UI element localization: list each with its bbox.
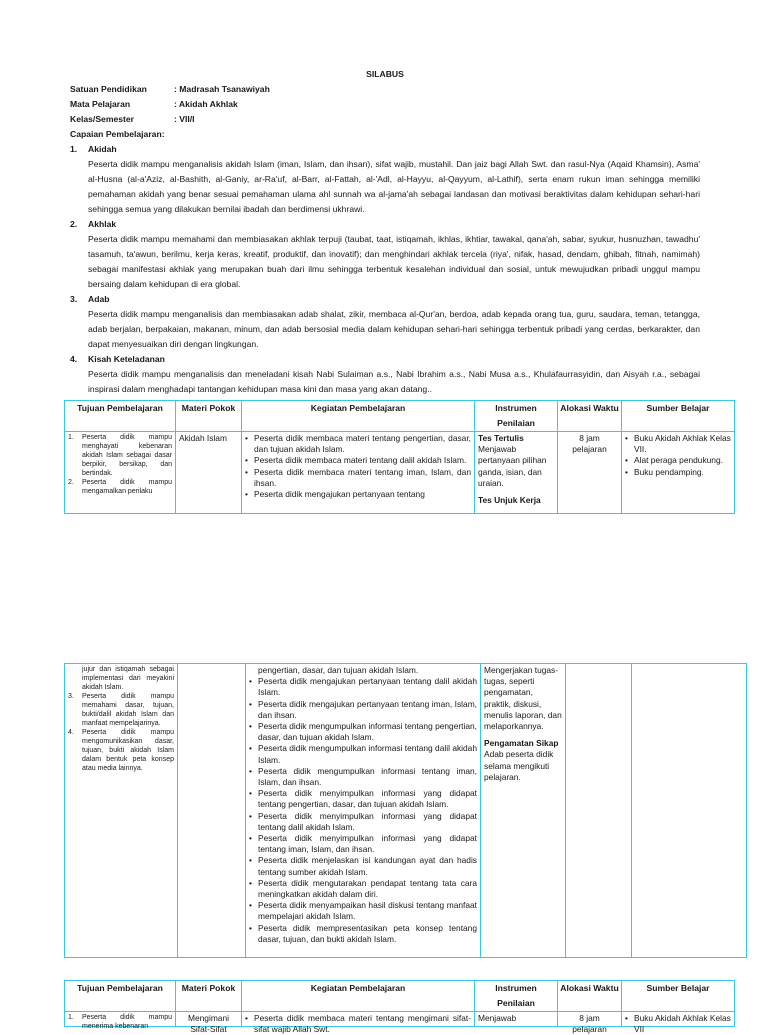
document-title: SILABUS — [366, 69, 404, 79]
section-title: Akidah — [88, 144, 117, 154]
tujuan-item — [68, 692, 174, 728]
header-instrumen: Instrumen Penilaian — [475, 401, 558, 432]
kegiatan-continuation — [249, 665, 477, 676]
header-materi: Materi Pokok — [176, 401, 242, 432]
materi-text: Mengimani Sifat-Sifat — [188, 1013, 229, 1035]
item-text: Alat peraga pendukung. — [634, 455, 723, 466]
kegiatan-item: • Peserta didik membaca materi tentang dalil akidah Islam. — [245, 455, 471, 466]
section-number: 4. — [70, 354, 78, 364]
meta-row-kelas — [70, 112, 700, 127]
kegiatan-item: • Peserta didik membaca materi tentang pengertian, dasar, dan tujuan akidah Islam. — [245, 433, 471, 455]
table-row — [65, 432, 735, 514]
table-header-row — [65, 401, 735, 432]
instrumen-title: Tes Tertulis — [478, 433, 524, 443]
section-heading-kisah — [70, 352, 700, 367]
section-title: Kisah Keteladanan — [88, 354, 165, 364]
instrumen-body: Mengerjakan tugas-tugas, seperti pengamatan, praktik, diskusi, menulis laporan, dan melaporkannya. — [484, 665, 562, 732]
instrumen-body: Menjawab — [478, 1013, 517, 1023]
kegiatan-item: • Peserta didik menyampaikan hasil diskusi tentang manfaat mempelajari akidah Islam. — [249, 900, 477, 922]
meta-row-mapel — [70, 97, 700, 112]
item-number: 4. — [68, 729, 74, 736]
cell-sumber — [632, 664, 747, 958]
item-text: pengertian, dasar, dan tujuan akidah Islam. — [258, 665, 419, 675]
kegiatan-item: • Peserta didik mengajukan pertanyaan tentang dalil akidah Islam. — [249, 676, 477, 698]
table-header-row — [65, 981, 735, 1012]
item-text: Peserta didik mengajukan pertanyaan tentang dalil akidah Islam. — [258, 676, 477, 698]
tujuan-item — [68, 728, 174, 773]
item-number: 3. — [68, 693, 74, 700]
kegiatan-item: • Peserta didik mengumpulkan informasi tentang dalil akidah Islam. — [249, 743, 477, 765]
item-text: Peserta didik menjelaskan isi kandungan ayat dan hadis tentang sumber akidah Islam. — [258, 855, 477, 877]
section-number: 2. — [70, 219, 78, 229]
cell-kegiatan — [242, 432, 475, 514]
header-alokasi: Alokasi Waktu — [558, 981, 622, 1012]
sumber-item: • Alat peraga pendukung. — [625, 455, 731, 466]
table-row — [65, 664, 747, 958]
header-tujuan: Tujuan Pembelajaran — [65, 401, 176, 432]
kegiatan-item: • Peserta didik mempresentasikan peta konsep tentang dasar, tujuan, dan bukti akidah Islam. — [249, 922, 477, 944]
item-text: Peserta didik membaca materi tentang pengertian, dasar, dan tujuan akidah Islam. — [254, 433, 471, 455]
syllabus-table-page1 — [64, 400, 735, 514]
cell-materi — [178, 664, 246, 958]
meta-label: Satuan Pendidikan — [70, 84, 147, 94]
item-text: Buku Akidah Akhlak Kelas VII — [634, 1013, 731, 1035]
header-sumber: Sumber Belajar — [622, 981, 735, 1012]
section-title: Adab — [88, 294, 110, 304]
header-tujuan: Tujuan Pembelajaran — [65, 981, 176, 1012]
header-kegiatan: Kegiatan Pembelajaran — [242, 401, 475, 432]
cell-kegiatan — [242, 1012, 475, 1035]
section-title: Akhlak — [88, 219, 117, 229]
cell-alokasi — [558, 1012, 622, 1035]
header-sumber: Sumber Belajar — [622, 401, 735, 432]
meta-row-satuan — [70, 82, 700, 97]
header-instrumen: Instrumen Penilaian — [475, 981, 558, 1012]
cell-materi — [176, 1012, 242, 1035]
kegiatan-item: • Peserta didik menjelaskan isi kandungan ayat dan hadis tentang sumber akidah Islam. — [249, 855, 477, 877]
meta-value: : Akidah Akhlak — [174, 99, 238, 109]
alokasi-text: 8 jam pelajaran — [572, 1013, 607, 1035]
item-text: Peserta didik mampu menerima kebenaran — [82, 1014, 172, 1030]
cell-alokasi — [566, 664, 632, 958]
cell-tujuan — [65, 664, 178, 958]
instrumen-title: Pengamatan Sikap — [484, 738, 559, 749]
instrumen-body: Adab peserta didik selama mengikuti pelajaran. — [484, 749, 554, 782]
kegiatan-item: • Peserta didik menyimpulkan informasi yang didapat tentang dalil akidah Islam. — [249, 810, 477, 832]
instrumen-body: Menjawab pertanyaan pilihan ganda, isian, dan uraian. — [478, 444, 547, 488]
section-body-adab: Peserta didik mampu menganalisis dan membiasakan adab shalat, zikir, membaca al-Qur'an, berdoa, adab kepada orang tua, guru, saudara, teman, tetangga, adab berjalan, berpakaian, makanan, minum, dan adab bersosial media dalam kehidupan sehari-hari sehingga terbentuk pribadi yang cerdas, berkarakter, dan dapat menyesuaikan diri dengan lingkungan. — [88, 309, 700, 349]
item-text: Peserta didik menyampaikan hasil diskusi tentang manfaat mempelajari akidah Islam. — [258, 900, 477, 922]
item-text: Peserta didik mengumpulkan informasi tentang iman, Islam, dan ihsan. — [258, 765, 477, 788]
item-text: Buku Akidah Akhlak Kelas VII. — [634, 433, 731, 455]
tujuan-item — [68, 478, 172, 496]
header-alokasi: Alokasi Waktu — [558, 401, 622, 432]
item-text: Peserta didik membaca materi tentang mengimani sifat-sifat wajib Allah Swt. — [254, 1013, 471, 1035]
item-text: Peserta didik membaca materi tentang iman, Islam, dan ihsan. — [254, 466, 471, 488]
header-kegiatan: Kegiatan Pembelajaran — [242, 981, 475, 1012]
kegiatan-item: • Peserta didik mengumpulkan informasi tentang iman, Islam, dan ihsan. — [249, 765, 477, 788]
section-body-akidah: Peserta didik mampu menganalisis akidah Islam (iman, Islam, dan ihsan), sifat wajib, mustahil. Dan jaiz bagi Allah Swt. dan rasul-Nya (Aqaid Khamsin), Asma' al-Husna (al-a'Aziz, al-Bashith, al-Ganiy, ar-Ra'uf, al-Barr, al-Fattah, al-'Adl, al-Hayyu, al-Qayyum, al-Lathif), serta enam rukun iman sehingga memiliki pemahaman akidah yang benar sesuai pemahaman ulama ahl sunnah wa al-jama'ah sebagai landasan dan motivasi beraktivitas dalam kehidupan sehari-hari sehingga semua yang dilakukan bernilai ibadah dan berdimensi ukhrawi. — [88, 159, 700, 214]
kegiatan-item: • Peserta didik menyimpulkan informasi yang didapat tentang pengertian, dasar, dan tujuan akidah Islam. — [249, 788, 477, 810]
capaian-title: Capaian Pembelajaran: — [70, 129, 165, 139]
tujuan-continuation: jujur dan istiqamah sebagai implementasi dari meyakini akidah Islam. — [82, 666, 174, 691]
syllabus-table-page3 — [64, 980, 735, 1035]
item-text: Peserta didik mengajukan pertanyaan tentang iman, Islam, dan ihsan. — [258, 698, 477, 720]
instrumen-title: Tes Unjuk Kerja — [478, 495, 541, 506]
cell-kegiatan — [246, 664, 481, 958]
syllabus-table-page2 — [64, 663, 747, 958]
header-materi: Materi Pokok — [176, 981, 242, 1012]
item-text: Peserta didik mampu mengomunikasikan dasar, tujuan, bukti akidah Islam dalam bentuk peta konsep atau media lainnya. — [82, 729, 174, 772]
kegiatan-item: • Peserta didik membaca materi tentang mengimani sifat-sifat wajib Allah Swt. — [245, 1013, 471, 1035]
item-text: Peserta didik menyimpulkan informasi yang didapat tentang pengertian, dasar, dan tujuan akidah Islam. — [258, 788, 477, 810]
kegiatan-item: • Peserta didik mengajukan pertanyaan tentang iman, Islam, dan ihsan. — [249, 698, 477, 720]
tujuan-item — [68, 1013, 172, 1031]
item-number: 1. — [68, 1014, 74, 1021]
cell-tujuan — [65, 432, 176, 514]
tujuan-item — [68, 433, 172, 478]
cell-instrumen — [481, 664, 566, 958]
kegiatan-item: • Peserta didik mengumpulkan informasi tentang pengertian, dasar, dan tujuan akidah Islam. — [249, 721, 477, 743]
cell-alokasi: 8 jam pelajaran — [558, 432, 622, 514]
kegiatan-item: • Peserta didik membaca materi tentang iman, Islam, dan ihsan. — [245, 466, 471, 488]
syllabus-intro — [70, 67, 700, 397]
cell-instrumen — [475, 432, 558, 514]
section-body-akhlak: Peserta didik mampu memahami dan membiasakan akhlak terpuji (taubat, taat, istiqamah, ikhlas, ikhtiar, tawakal, qana'ah, sabar, syukur, husnuzhan, tawadhu' tasamuh, ta'awun, berilmu, kerja keras, kreatif, produktif, dan inovatif); dan menghindari akhlak tercela (riya', nifak, hasad, dendam, ghibah, fitnah, namimah) sebagai manifestasi akhlak yang merupakan buah dari ilmu sehingga terbentuk kesalehan individual dan sosial, untuk mewujudkan pribadi unggul mampu bersaing dalam kehidupan di era global. — [88, 234, 700, 289]
cell-sumber — [622, 432, 735, 514]
meta-label: Mata Pelajaran — [70, 99, 131, 109]
section-number: 1. — [70, 144, 78, 154]
item-text: Peserta didik mengumpulkan informasi tentang dalil akidah Islam. — [258, 743, 477, 765]
item-number: 2. — [68, 479, 74, 486]
cell-sumber — [622, 1012, 735, 1035]
item-text: Peserta didik menyimpulkan informasi yang didapat tentang dalil akidah Islam. — [258, 810, 477, 832]
section-heading-adab — [70, 292, 700, 307]
meta-value: : Madrasah Tsanawiyah — [174, 84, 270, 94]
cell-tujuan — [65, 1012, 176, 1030]
sumber-item: • Buku Akidah Akhlak Kelas VII — [625, 1013, 731, 1035]
item-text: Peserta didik mengajukan pertanyaan tentang — [254, 489, 425, 500]
section-heading-akhlak — [70, 217, 700, 232]
sumber-item: • Buku Akidah Akhlak Kelas VII. — [625, 433, 731, 455]
item-text: Peserta didik mampu mengamalkan perilaku — [82, 479, 172, 495]
section-body-kisah: Peserta didik mampu menganalisis dan meneladani kisah Nabi Sulaiman a.s., Nabi Ibrahim a.s., Nabi Musa a.s., Khulafaurrasyidin, dan Aisyah r.a., sebagai inspirasi dalam menghadapi tantangan kehidupan masa kini dan masa yang akan datang.. — [88, 369, 700, 394]
section-heading-akidah — [70, 142, 700, 157]
kegiatan-item: • Peserta didik mengajukan pertanyaan tentang — [245, 489, 471, 500]
item-text: Peserta didik membaca materi tentang dalil akidah Islam. — [254, 455, 467, 466]
table-row — [65, 1012, 735, 1027]
section-number: 3. — [70, 294, 78, 304]
kegiatan-item: • Peserta didik mengutarakan pendapat tentang tata cara meningkatkan akidah dalam diri. — [249, 877, 477, 900]
item-number: 1. — [68, 434, 74, 441]
item-text: Buku pendamping. — [634, 466, 704, 477]
cell-instrumen — [475, 1012, 558, 1027]
item-text: Peserta didik mempresentasikan peta konsep tentang dasar, tujuan, dan bukti akidah Islam. — [258, 922, 477, 944]
item-text: Peserta didik mampu memahami dasar, tujuan, bukti/dalil akidah Islam dan manfaat mempelajarinya. — [82, 693, 174, 727]
kegiatan-item: • Peserta didik menyimpulkan informasi yang didapat tentang iman, Islam, dan ihsan. — [249, 833, 477, 855]
meta-value: : VII/I — [174, 114, 195, 124]
item-text: Peserta didik menyimpulkan informasi yang didapat tentang iman, Islam, dan ihsan. — [258, 833, 477, 855]
meta-label: Kelas/Semester — [70, 114, 135, 124]
item-text: Peserta didik mampu menghayati kebenaran akidah Islam sebagai dasar berpikir, bersikap, dan bertindak. — [82, 434, 172, 477]
item-text: Peserta didik mengutarakan pendapat tentang tata cara meningkatkan akidah dalam diri. — [258, 877, 477, 900]
cell-materi: Akidah Islam — [176, 432, 242, 514]
sumber-item: • Buku pendamping. — [625, 467, 731, 478]
item-text: Peserta didik mengumpulkan informasi tentang pengertian, dasar, dan tujuan akidah Islam. — [258, 721, 477, 743]
